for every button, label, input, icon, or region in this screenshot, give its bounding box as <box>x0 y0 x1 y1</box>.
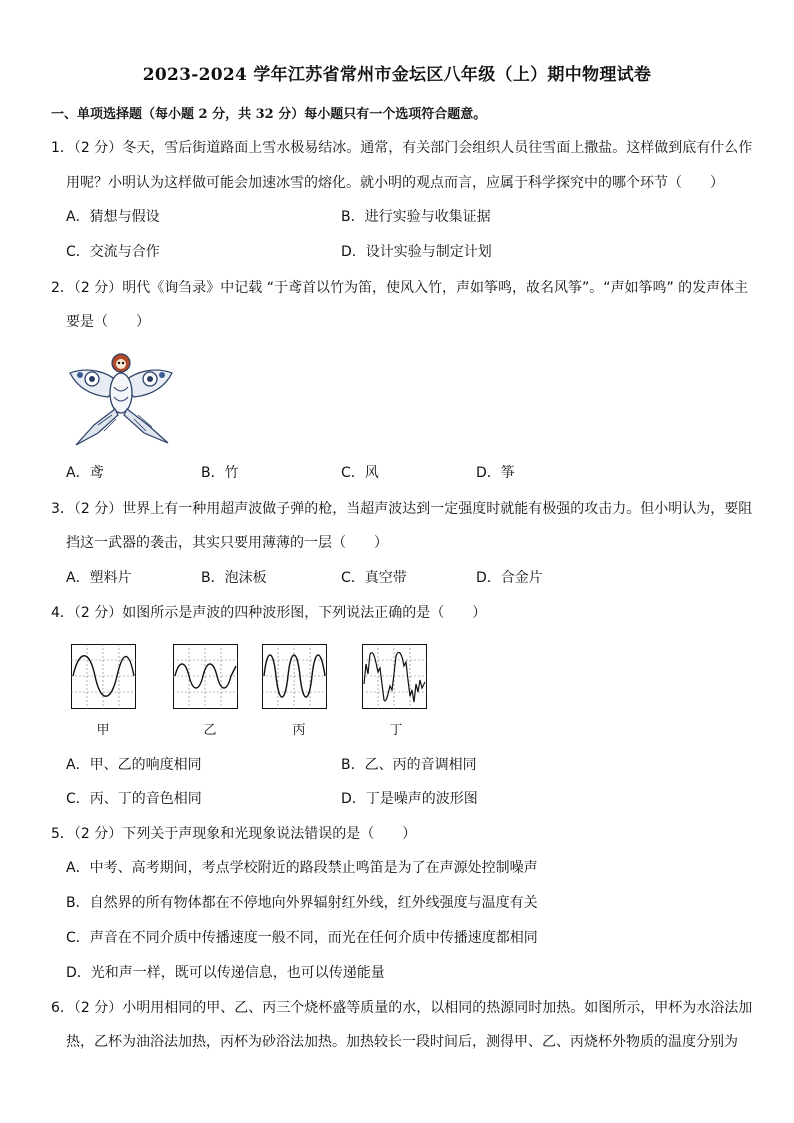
waveform-label-bing: 丙 <box>292 723 306 738</box>
q4-option-c: C．丙、丁的音色相同 <box>66 791 202 807</box>
q5-option-d: D．光和声一样，既可以传递信息，也可以传递能量 <box>66 965 385 981</box>
q2-option-b: B．竹 <box>201 465 239 481</box>
q5-option-c: C．声音在不同介质中传播速度一般不同，而光在任何介质中传播速度都相同 <box>66 930 538 946</box>
q2-option-d: D．筝 <box>476 465 515 481</box>
waveform-ding <box>362 644 427 709</box>
q5-option-b: B．自然界的所有物体都在不停地向外界辐射红外线，红外线强度与温度有关 <box>66 895 538 911</box>
question-6-stem-line2: 热，乙杯为油浴法加热，丙杯为砂浴法加热。加热较长一段时间后，测得甲、乙、丙烧杯外物质的温度分别为 <box>66 1034 738 1050</box>
question-2-stem-line2: 要是（ ） <box>66 314 150 330</box>
question-4-stem: 4．（2 分）如图所示是声波的四种波形图，下列说法正确的是（ ） <box>51 605 487 621</box>
section-heading: 一、单项选择题（每小题 2 分，共 32 分）每小题只有一个选项符合题意。 <box>51 107 487 122</box>
waveform-jia <box>71 644 136 709</box>
waveform-label-yi: 乙 <box>203 723 217 738</box>
question-1-stem-line1: 1．（2 分）冬天，雪后街道路面上雪水极易结冰。通常，有关部门会组织人员往雪面上撒盐。这样做到底有什么作 <box>51 140 753 156</box>
q3-option-a: A．塑料片 <box>66 570 132 586</box>
q3-option-d: D．合金片 <box>476 570 543 586</box>
question-3-stem-line1: 3．（2 分）世界上有一种用超声波做子弹的枪，当超声波达到一定强度时就能有极强的攻击力。但小明认为，要阻 <box>51 501 753 517</box>
q1-option-c: C．交流与合作 <box>66 244 160 260</box>
q3-option-c: C．真空带 <box>341 570 407 586</box>
waveform-bing <box>262 644 327 709</box>
question-5-stem: 5．（2 分）下列关于声现象和光现象说法错误的是（ ） <box>51 826 417 842</box>
q1-option-a: A．猜想与假设 <box>66 209 160 225</box>
swallow-kite-image <box>68 345 174 449</box>
question-1-stem-line2: 用呢？小明认为这样做可能会加速冰雪的熔化。就小明的观点而言，应属于科学探究中的哪个环节（ ） <box>66 175 724 191</box>
q2-option-c: C．风 <box>341 465 379 481</box>
q4-option-b: B．乙、丙的音调相同 <box>341 757 477 773</box>
waveform-label-ding: 丁 <box>389 723 403 738</box>
waveform-label-jia: 甲 <box>96 723 110 738</box>
q4-option-a: A．甲、乙的响度相同 <box>66 757 202 773</box>
waveform-yi <box>173 644 238 709</box>
q1-option-d: D．设计实验与制定计划 <box>341 244 492 260</box>
q4-option-d: D．丁是噪声的波形图 <box>341 791 478 807</box>
exam-title: 2023-2024 学年江苏省常州市金坛区八年级（上）期中物理试卷 <box>142 65 652 85</box>
question-2-stem-line1: 2．（2 分）明代《询刍录》中记载 “于鸢首以竹为笛，使风入竹，声如筝鸣，故名风筝”。“声如筝鸣” 的发声体主 <box>51 280 749 296</box>
question-6-stem-line1: 6．（2 分）小明用相同的甲、乙、丙三个烧杯盛等质量的水，以相同的热源同时加热。如图所示，甲杯为水浴法加 <box>51 1000 753 1016</box>
q1-option-b: B．进行实验与收集证据 <box>341 209 491 225</box>
q2-option-a: A．鸢 <box>66 465 104 481</box>
q5-option-a: A．中考、高考期间，考点学校附近的路段禁止鸣笛是为了在声源处控制噪声 <box>66 860 538 876</box>
q3-option-b: B．泡沫板 <box>201 570 267 586</box>
question-3-stem-line2: 挡这一武器的袭击，其实只要用薄薄的一层（ ） <box>66 535 388 551</box>
